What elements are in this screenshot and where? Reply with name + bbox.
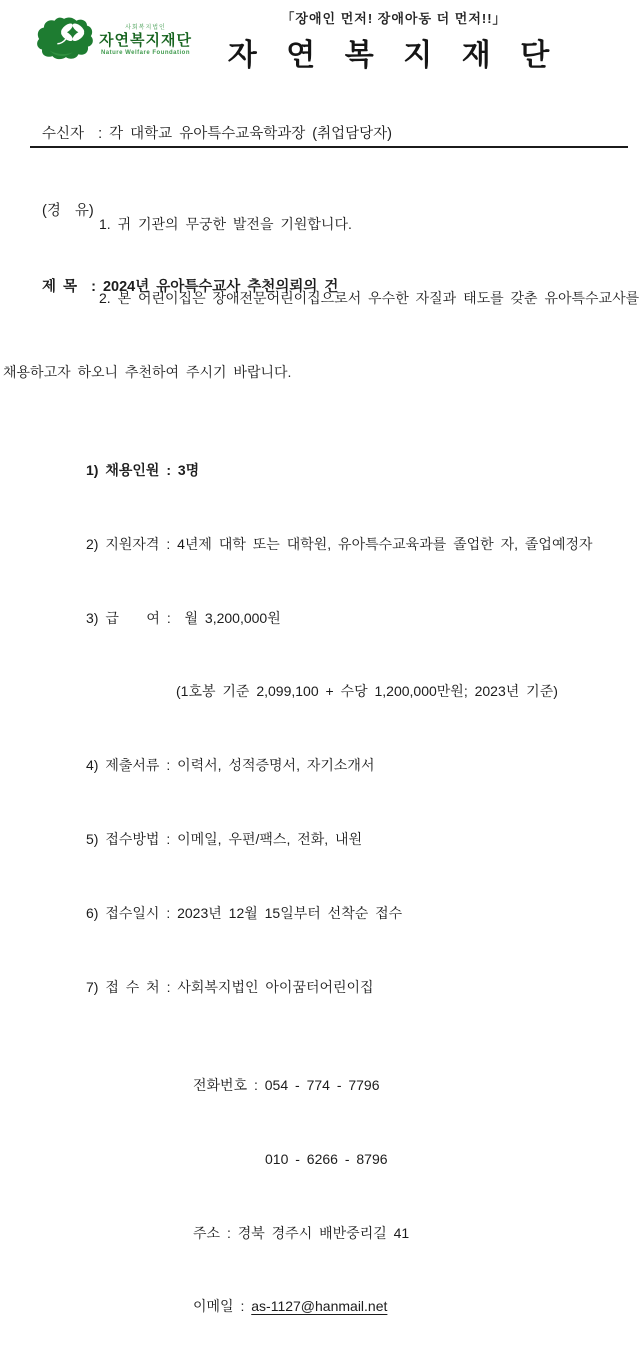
- list-item-apply-place: 7) 접 수 처 : 사회복지법인 아이꿈터어린이집: [86, 978, 374, 995]
- foundation-logo: [36, 16, 192, 60]
- list-item-headcount: 1) 채용인원 : 3명: [86, 462, 200, 479]
- request-paragraph-line1: 2. 본 어린이집은 장애전문어린이집으로서 우수한 자질과 태도를 갖춘 유아특수교사를: [99, 289, 639, 306]
- contact-phone-line1: 전화번호 : 054 - 774 - 7796: [193, 1076, 380, 1093]
- logo-org-name: 자연복지재단: [99, 32, 192, 49]
- email-label: 이메일 :: [193, 1298, 252, 1315]
- contact-address-line: 주소 : 경북 경주시 배반중리길 41: [193, 1224, 410, 1241]
- letterhead-title-block: [190, 8, 598, 74]
- via-line: (경 유): [42, 202, 94, 219]
- list-item-qualification: 2) 지원자격 : 4년제 대학 또는 대학원, 유아특수교육과를 졸업한 자, 졸업예정자: [86, 535, 593, 552]
- subject-line: 제 목 : 2024년 유아특수교사 추천의뢰의 건: [42, 279, 339, 295]
- request-paragraph-line2: 채용하고자 하오니 추천하여 주시기 바랍니다.: [3, 363, 292, 380]
- logo-text-block: [99, 25, 192, 57]
- logo-org-type: 사회복지법인: [125, 25, 166, 31]
- clover-blob-logo-icon: [36, 16, 94, 60]
- list-item-apply-date: 6) 접수일시 : 2023년 12월 15일부터 선착순 접수: [86, 904, 403, 921]
- salary-note: (1호봉 기준 2,099,100 + 수당 1,200,000만원; 2023년 기준): [176, 683, 558, 700]
- list-item-salary: 3) 급 여 : 월 3,200,000원: [86, 609, 281, 626]
- letterhead-slogan: 「장애인 먼저! 장애아동 더 먼저!!」: [281, 11, 507, 26]
- subject-divider-rule: [30, 146, 628, 148]
- contact-phone-line2: 010 - 6266 - 8796: [265, 1150, 388, 1167]
- letterhead-title: 자 연 복 지 재 단: [227, 39, 561, 72]
- list-item-apply-method: 5) 접수방법 : 이메일, 우편/팩스, 전화, 내원: [86, 831, 363, 848]
- email-link[interactable]: as-1127@hanmail.net: [251, 1298, 388, 1315]
- letter-body: [0, 163, 639, 1368]
- logo-org-name-en: Nature Welfare Foundation: [100, 50, 190, 56]
- recipient-line: 수신자 : 각 대학교 유아특수교육학과장 (취업담당자): [42, 126, 393, 142]
- list-item-documents: 4) 제출서류 : 이력서, 성적증명서, 자기소개서: [86, 757, 375, 774]
- contact-email-line: [193, 1294, 626, 1319]
- greeting-paragraph: 1. 귀 기관의 무궁한 발전을 기원합니다.: [99, 216, 352, 233]
